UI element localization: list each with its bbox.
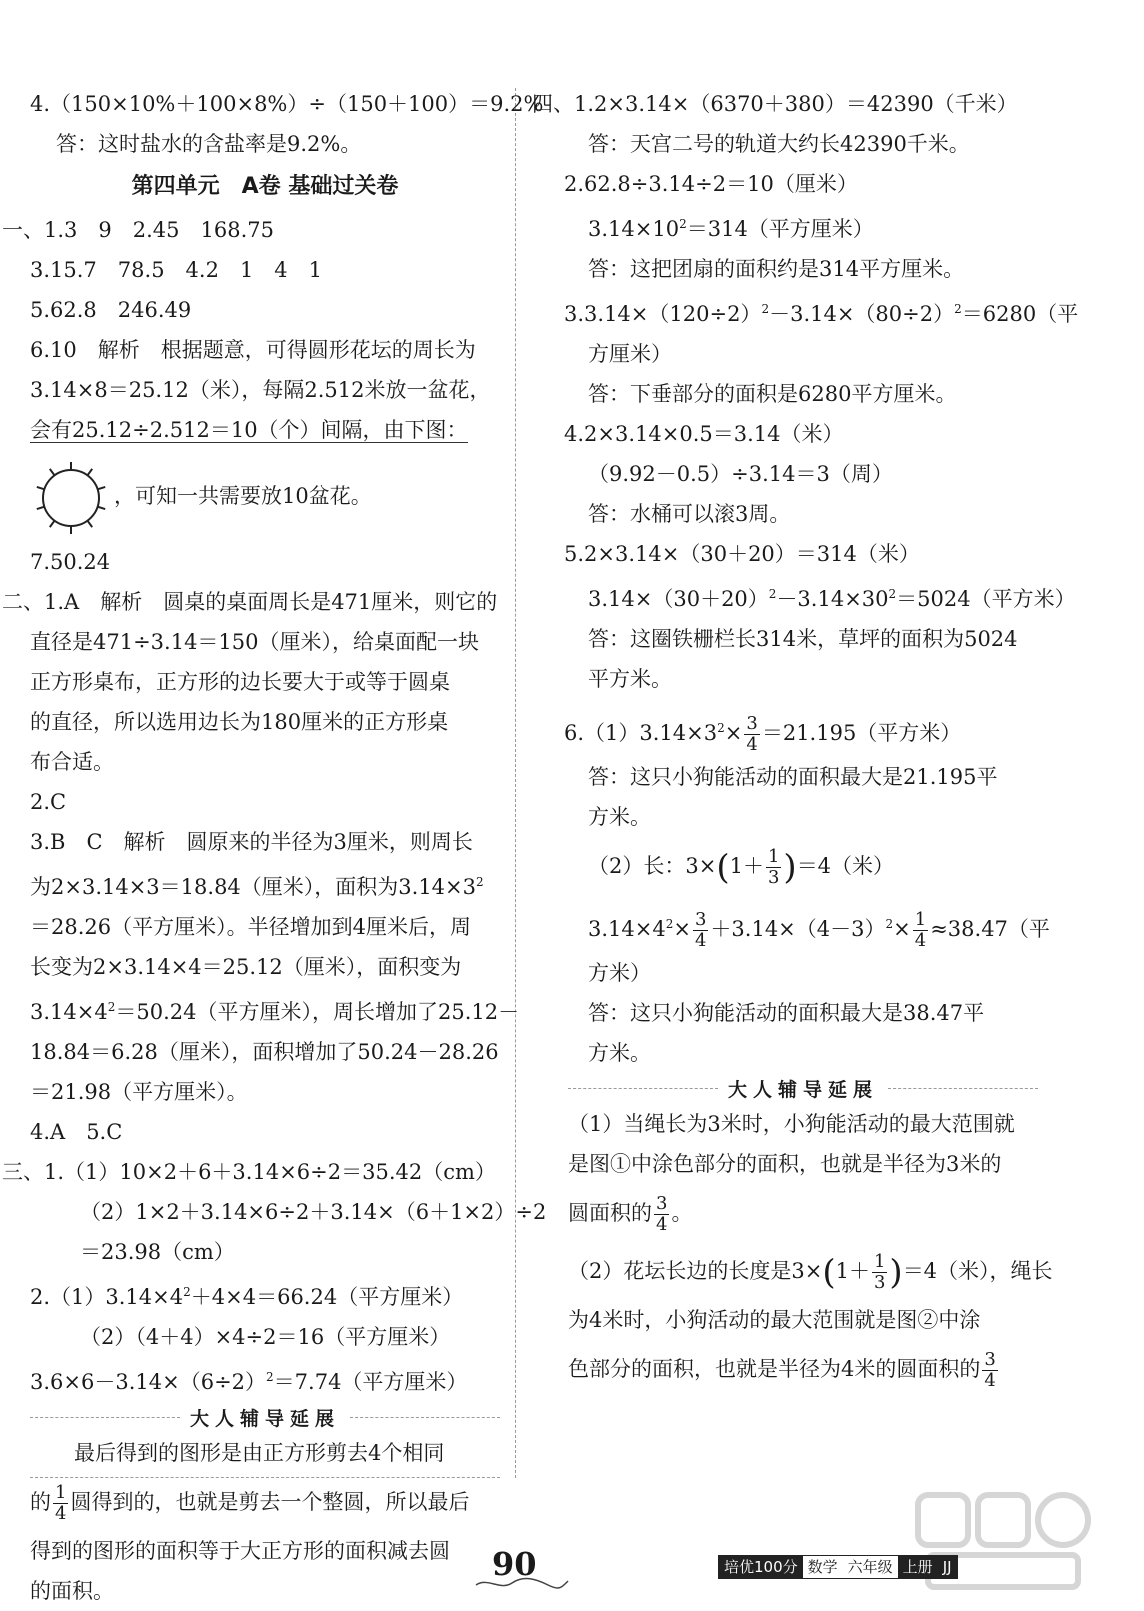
- extension-paragraph: 的面积。: [30, 1579, 114, 1603]
- fraction: $\frac{3}{4}$: [656, 1193, 668, 1235]
- circle-diagram: [30, 457, 112, 539]
- answer-line: 答：水桶可以滚3周。: [588, 502, 791, 526]
- unit-title: 第四单元 A卷 基础过关卷: [131, 174, 399, 199]
- answer-line: 直径是471÷3.14＝150（厘米），给桌面配一块: [30, 630, 480, 654]
- page-footer: [0, 1545, 1144, 1595]
- fraction: $\frac{1}{3}$: [767, 846, 780, 888]
- answer-line: ＝23.98（cm）: [80, 1240, 235, 1264]
- answer-line: 答：下垂部分的面积是6280平方厘米。: [588, 382, 957, 406]
- extension-paragraph: 最后得到的图形是由正方形剪去4个相同: [74, 1441, 445, 1465]
- answer-line: ，可知一共需要放10盆花。: [30, 450, 500, 542]
- answer-line: $3.6\times 6-3.14\times(6\div 2)^2=7.74$（平方厘米）: [30, 1370, 468, 1394]
- page-number: 90: [492, 1545, 537, 1583]
- answer-line: 方米。: [588, 1041, 651, 1065]
- extension-paragraph: 圆面积的 $\frac{3}{4}$ 。: [568, 1193, 693, 1235]
- fraction: $\frac{1}{4}$: [914, 909, 927, 951]
- answer-line: ＝21.98（平方厘米）。: [30, 1080, 248, 1104]
- answer-line: $3.14\times 4^2\times$ $\frac{3}{4}$ $+3.14\times(4-3)^2\times$ $\frac{1}{4}$ ≈38.47（平: [588, 909, 1050, 951]
- answer-line: $3.14\times(30+20)^2-3.14\times 30^2=5024$（平方米）: [588, 587, 1076, 611]
- answer-line: 方米）: [588, 961, 651, 985]
- answer-line: $3.14\times 10^2=314$（平方厘米）: [588, 217, 874, 241]
- answer-line: 答：天宫二号的轨道大约长42390千米。: [588, 132, 970, 156]
- answer-line: 答：这时盐水的含盐率是9.2%。: [56, 132, 362, 156]
- answer-line: 答：这把团扇的面积约是314平方厘米。: [588, 257, 965, 281]
- answer-line: 3.B C 解析 圆原来的半径为3厘米，则周长: [30, 830, 473, 854]
- answer-line: 5.2×3.14×（30＋20）＝314（米）: [564, 542, 920, 566]
- answer-line: 三、1.（1）10×2＋6＋3.14×6÷2＝35.42（cm）: [2, 1160, 496, 1184]
- extension-paragraph: 是图①中涂色部分的面积，也就是半径为3米的: [568, 1152, 1002, 1176]
- answer-line: 答：这只小狗能活动的面积最大是21.195平: [588, 765, 998, 789]
- extension-paragraph: 为4米时，小狗活动的最大范围就是图②中涂: [568, 1308, 981, 1332]
- answer-line: 18.84＝6.28（厘米），面积增加了50.24－28.26: [30, 1040, 499, 1064]
- answer-line: 3.14×8＝25.12（米），每隔2.512米放一盆花，: [30, 378, 491, 402]
- answer-line: ＝28.26（平方厘米）。半径增加到4厘米后，周: [30, 915, 471, 939]
- answer-line: 4.2×3.14×0.5＝3.14（米）: [564, 422, 844, 446]
- extension-paragraph: 得到的图形的面积等于大正方形的面积减去圆: [30, 1539, 450, 1563]
- answer-line: 5.62.8 246.49: [30, 298, 192, 322]
- extension-paragraph: 的 $\frac{1}{4}$ 圆得到的，也就是剪去一个整圆，所以最后: [30, 1482, 470, 1524]
- answer-line: 平方米。: [588, 667, 672, 691]
- answer-line: 为2×3.14×3＝18.84（厘米），面积为$3.14\times 3^2$: [30, 875, 484, 899]
- fraction: $\frac{1}{3}$: [873, 1251, 886, 1293]
- fraction: $\frac{3}{4}$: [984, 1349, 996, 1391]
- answer-line: 布合适。: [30, 750, 114, 774]
- answer-line: （2）长：3×(1＋ $\frac{1}{3}$ )＝4（米）: [588, 846, 895, 888]
- answer-line: 的直径，所以选用边长为180厘米的正方形桌: [30, 710, 449, 734]
- answer-line: 方米。: [588, 805, 651, 829]
- answer-line: $3.3.14\times(120\div 2)^2-3.14\times(80\div 2)^2=6280$（平: [564, 302, 1079, 326]
- answer-line: 正方形桌布，正方形的边长要大于或等于圆桌: [30, 670, 450, 694]
- answer-line: $3.14\times 4^2=50.24$（平方厘米），周长增加了25.12－: [30, 1000, 520, 1024]
- answer-line: （2）1×2＋3.14×6÷2＋3.14×（6＋1×2）÷2: [80, 1200, 547, 1224]
- extension-paragraph: 色部分的面积，也就是半径为4米的圆面积的 $\frac{3}{4}$: [568, 1349, 996, 1391]
- fraction: $\frac{3}{4}$: [746, 713, 758, 755]
- answer-line: $6.(1)3.14\times 3^2\times$ $\frac{3}{4}$ ＝21.195（平方米）: [564, 713, 962, 755]
- extension-header: 大人辅导延展: [30, 1404, 500, 1431]
- answer-line: [30, 410, 500, 450]
- answer-line: （9.92－0.5）÷3.14＝3（周）: [588, 462, 893, 486]
- wave-ornament-icon: [474, 1577, 570, 1591]
- answer-line: $2.(1)3.14\times 4^2+4\times 4=66.24$（平方厘米）: [30, 1285, 464, 1309]
- answer-line: 长变为2×3.14×4＝25.12（厘米），面积变为: [30, 955, 462, 979]
- column-divider: [515, 88, 516, 1478]
- fraction: $\frac{3}{4}$: [694, 909, 707, 951]
- answer-line: 3.15.7 78.5 4.2 1 4 1: [30, 258, 323, 282]
- fraction: $\frac{1}{4}$: [55, 1482, 67, 1524]
- answer-line: 四、1.2×3.14×（6370＋380）＝42390（千米）: [532, 92, 1018, 116]
- publisher-brand: 培优100分 数学 六年级 上册 JJ: [718, 1555, 958, 1579]
- answer-line: （2）（4＋4）×4÷2＝16（平方厘米）: [80, 1325, 451, 1349]
- answer-line: 4.A 5.C: [30, 1120, 123, 1144]
- answer-line: 方厘米）: [588, 342, 672, 366]
- answer-line: 答：这圈铁栅栏长314米，草坪的面积为5024: [588, 627, 1018, 651]
- answer-line: 二、1.A 解析 圆桌的桌面周长是471厘米，则它的: [2, 590, 498, 614]
- answer-line: 2.C: [30, 790, 67, 814]
- answer-line: 4.（150×10%＋100×8%）÷（150＋100）＝9.2%: [30, 92, 544, 116]
- answer-line: 7.50.24: [30, 550, 111, 574]
- answer-line: 6.10 解析 根据题意，可得圆形花坛的周长为: [30, 338, 476, 362]
- extension-paragraph: （2）花坛长边的长度是3×(1＋ $\frac{1}{3}$ )＝4（米），绳长: [568, 1251, 1053, 1293]
- answer-line: 一、1.3 9 2.45 168.75: [2, 218, 274, 242]
- extension-paragraph: （1）当绳长为3米时，小狗能活动的最大范围就: [568, 1112, 1015, 1136]
- answer-line: 2.62.8÷3.14÷2＝10（厘米）: [564, 172, 858, 196]
- underlined-text: 会有25.12÷2.512＝10（个）间隔，由下图：: [30, 418, 468, 442]
- extension-header: 大人辅导延展: [568, 1075, 1038, 1102]
- answer-line: 答：这只小狗能活动的面积最大是38.47平: [588, 1001, 985, 1025]
- right-column: [532, 84, 1079, 1398]
